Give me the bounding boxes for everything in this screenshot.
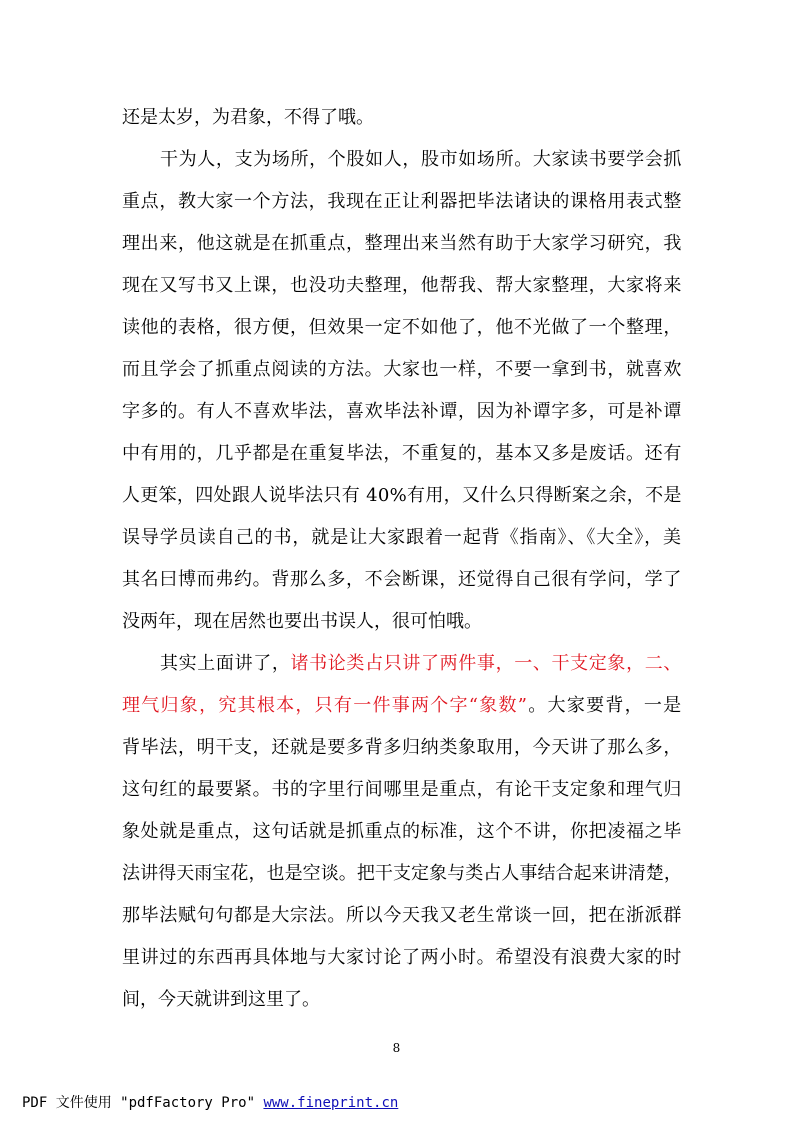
text-line <box>122 694 682 718</box>
highlighted-text: 理气归象，究其根本，只有一件事两个字“象数” <box>122 695 529 716</box>
text-segment: 干为人，支为场所，个股如人，股市如场所。大家读书要学会抓 <box>160 149 682 170</box>
text-segment: 这句红的最要紧。书的字里行间哪里是重点，有论干支定象和理气归 <box>122 779 682 800</box>
footer-link[interactable]: www.fineprint.cn <box>263 1095 399 1111</box>
text-segment: 读他的表格，很方便，但效果一定不如他了，他不光做了一个整理， <box>122 317 682 338</box>
text-segment: 现在又写书又上课，也没功夫整理，他帮我、帮大家整理，大家将来 <box>122 275 682 296</box>
text-line <box>160 148 682 172</box>
text-line <box>122 820 682 844</box>
text-line <box>122 442 682 466</box>
text-line <box>122 274 682 298</box>
text-line <box>122 946 682 970</box>
text-line <box>122 526 682 550</box>
text-line <box>122 358 682 382</box>
pdf-footer <box>22 1094 398 1112</box>
text-segment: 中有用的，几乎都是在重复毕法，不重复的，基本又多是废话。还有 <box>122 443 682 464</box>
text-line <box>122 610 482 634</box>
text-line <box>122 736 682 760</box>
text-line <box>122 988 320 1012</box>
text-segment: 法讲得天雨宝花，也是空谈。把干支定象与类占人事结合起来讲清楚， <box>122 863 682 884</box>
text-segment: 那毕法赋句句都是大宗法。所以今天我又老生常谈一回，把在浙派群 <box>122 905 682 926</box>
footer-prefix: PDF 文件使用 "pdfFactory Pro" <box>22 1095 264 1111</box>
text-segment: 还是太岁，为君象，不得了哦。 <box>122 107 374 128</box>
text-segment: 其名曰博而弗约。背那么多，不会断课，还觉得自己很有学问，学了 <box>122 569 682 590</box>
text-segment: 误导学员读自己的书，就是让大家跟着一起背《指南》、《大全》，美 <box>122 527 682 548</box>
text-line <box>122 862 682 886</box>
text-line <box>122 190 682 214</box>
text-line <box>160 652 682 676</box>
text-segment: 而且学会了抓重点阅读的方法。大家也一样，不要一拿到书，就喜欢 <box>122 359 682 380</box>
text-segment: 人更笨，四处跟人说毕法只有 40%有用，又什么只得断案之余，不是 <box>122 485 682 506</box>
text-line <box>122 232 682 256</box>
text-segment: 字多的。有人不喜欢毕法，喜欢毕法补谭，因为补谭字多，可是补谭 <box>122 401 682 422</box>
text-segment: 没两年，现在居然也要出书误人，很可怕哦。 <box>122 611 482 632</box>
text-line <box>122 904 682 928</box>
text-line <box>122 106 374 130</box>
text-segment: 象处就是重点，这句话就是抓重点的标准，这个不讲，你把凌福之毕 <box>122 821 682 842</box>
text-line <box>122 484 682 508</box>
text-line <box>122 778 682 802</box>
text-segment: 里讲过的东西再具体地与大家讨论了两小时。希望没有浪费大家的时 <box>122 947 682 968</box>
text-segment: 其实上面讲了， <box>160 653 291 674</box>
highlighted-text: 诸书论类占只讲了两件事，一、干支定象，二、 <box>290 653 682 674</box>
text-segment: 间，今天就讲到这里了。 <box>122 989 320 1010</box>
page-number: 8 <box>392 1041 401 1055</box>
text-line <box>122 568 682 592</box>
text-segment: 背毕法，明干支，还就是要多背多归纳类象取用，今天讲了那么多， <box>122 737 682 758</box>
text-segment: 重点，教大家一个方法，我现在正让利器把毕法诸诀的课格用表式整 <box>122 191 682 212</box>
text-line <box>122 316 682 340</box>
text-line <box>122 400 682 424</box>
text-segment: 理出来，他这就是在抓重点，整理出来当然有助于大家学习研究，我 <box>122 233 682 254</box>
text-segment: 。大家要背，一是 <box>528 695 683 716</box>
